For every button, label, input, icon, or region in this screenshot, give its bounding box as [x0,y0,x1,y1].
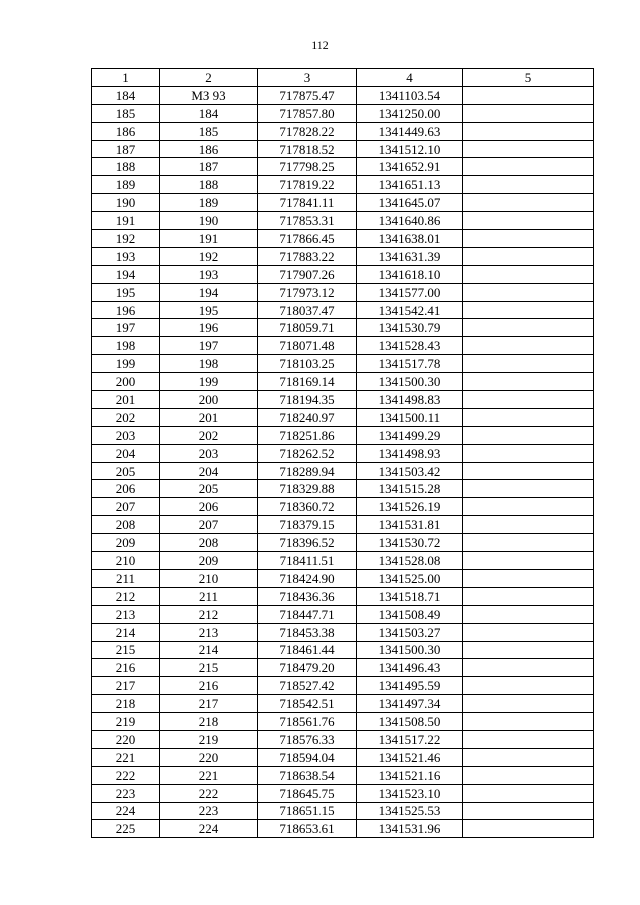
x-coordinate-cell: 718071.48 [258,337,357,355]
y-coordinate-cell: 1341503.27 [357,623,463,641]
table-row [92,319,594,337]
table-row [92,444,594,462]
notes-cell [463,104,594,122]
y-coordinate-cell: 1341496.43 [357,659,463,677]
table-row [92,122,594,140]
table-row [92,247,594,265]
notes-cell [463,802,594,820]
prev-point-cell: 213 [160,623,258,641]
y-coordinate-cell: 1341640.86 [357,212,463,230]
y-coordinate-cell: 1341542.41 [357,301,463,319]
table-row [92,677,594,695]
notes-cell [463,480,594,498]
y-coordinate-cell: 1341512.10 [357,140,463,158]
point-number-cell: 193 [92,247,160,265]
x-coordinate-cell: 717828.22 [258,122,357,140]
table-row [92,104,594,122]
prev-point-cell: 201 [160,408,258,426]
x-coordinate-cell: 718527.42 [258,677,357,695]
prev-point-cell: 211 [160,587,258,605]
point-number-cell: 215 [92,641,160,659]
prev-point-cell: 216 [160,677,258,695]
table-row [92,641,594,659]
notes-cell [463,713,594,731]
y-coordinate-cell: 1341498.93 [357,444,463,462]
notes-cell [463,677,594,695]
prev-point-cell: 204 [160,462,258,480]
x-coordinate-cell: 717973.12 [258,283,357,301]
prev-point-cell: 218 [160,713,258,731]
table-row [92,391,594,409]
notes-cell [463,516,594,534]
y-coordinate-cell: 1341500.30 [357,641,463,659]
point-number-cell: 223 [92,784,160,802]
point-number-cell: 216 [92,659,160,677]
point-number-cell: 189 [92,176,160,194]
header-cell-col5: 5 [463,69,594,87]
notes-cell [463,265,594,283]
x-coordinate-cell: 717818.52 [258,140,357,158]
y-coordinate-cell: 1341521.16 [357,766,463,784]
header-cell-col2: 2 [160,69,258,87]
notes-cell [463,176,594,194]
notes-cell [463,444,594,462]
table-row [92,355,594,373]
y-coordinate-cell: 1341531.81 [357,516,463,534]
prev-point-cell: 223 [160,802,258,820]
y-coordinate-cell: 1341518.71 [357,587,463,605]
x-coordinate-cell: 718169.14 [258,373,357,391]
prev-point-cell: 220 [160,748,258,766]
prev-point-cell: 217 [160,695,258,713]
point-number-cell: 214 [92,623,160,641]
table-row [92,176,594,194]
notes-cell [463,355,594,373]
table-body [92,86,594,837]
y-coordinate-cell: 1341250.00 [357,104,463,122]
y-coordinate-cell: 1341500.30 [357,373,463,391]
point-number-cell: 197 [92,319,160,337]
point-number-cell: 208 [92,516,160,534]
y-coordinate-cell: 1341531.96 [357,820,463,838]
point-number-cell: 211 [92,569,160,587]
y-coordinate-cell: 1341517.78 [357,355,463,373]
table-row [92,426,594,444]
table-row [92,498,594,516]
notes-cell [463,552,594,570]
point-number-cell: 213 [92,605,160,623]
table-row [92,552,594,570]
point-number-cell: 198 [92,337,160,355]
y-coordinate-cell: 1341508.49 [357,605,463,623]
table-row [92,748,594,766]
table-row [92,730,594,748]
x-coordinate-cell: 717866.45 [258,230,357,248]
y-coordinate-cell: 1341500.11 [357,408,463,426]
prev-point-cell: 222 [160,784,258,802]
notes-cell [463,784,594,802]
y-coordinate-cell: 1341495.59 [357,677,463,695]
prev-point-cell: 210 [160,569,258,587]
table-row [92,373,594,391]
point-number-cell: 192 [92,230,160,248]
prev-point-cell: 200 [160,391,258,409]
point-number-cell: 205 [92,462,160,480]
y-coordinate-cell: 1341530.79 [357,319,463,337]
point-number-cell: 204 [92,444,160,462]
notes-cell [463,534,594,552]
point-number-cell: 222 [92,766,160,784]
x-coordinate-cell: 718424.90 [258,569,357,587]
prev-point-cell: 187 [160,158,258,176]
prev-point-cell: 184 [160,104,258,122]
x-coordinate-cell: 718289.94 [258,462,357,480]
y-coordinate-cell: 1341449.63 [357,122,463,140]
notes-cell [463,498,594,516]
notes-cell [463,230,594,248]
point-number-cell: 210 [92,552,160,570]
table-row [92,659,594,677]
x-coordinate-cell: 718638.54 [258,766,357,784]
x-coordinate-cell: 718329.88 [258,480,357,498]
table-row [92,605,594,623]
prev-point-cell: 206 [160,498,258,516]
x-coordinate-cell: 718594.04 [258,748,357,766]
x-coordinate-cell: 718576.33 [258,730,357,748]
notes-cell [463,659,594,677]
prev-point-cell: 205 [160,480,258,498]
prev-point-cell: 196 [160,319,258,337]
table-row [92,784,594,802]
point-number-cell: 188 [92,158,160,176]
notes-cell [463,408,594,426]
y-coordinate-cell: 1341497.34 [357,695,463,713]
prev-point-cell: 198 [160,355,258,373]
y-coordinate-cell: 1341103.54 [357,86,463,104]
notes-cell [463,587,594,605]
y-coordinate-cell: 1341508.50 [357,713,463,731]
header-cell-col3: 3 [258,69,357,87]
y-coordinate-cell: 1341528.43 [357,337,463,355]
notes-cell [463,391,594,409]
prev-point-cell: 190 [160,212,258,230]
x-coordinate-cell: 717883.22 [258,247,357,265]
x-coordinate-cell: 718447.71 [258,605,357,623]
x-coordinate-cell: 717819.22 [258,176,357,194]
y-coordinate-cell: 1341618.10 [357,265,463,283]
point-number-cell: 190 [92,194,160,212]
prev-point-cell: 209 [160,552,258,570]
x-coordinate-cell: 718396.52 [258,534,357,552]
table-row [92,140,594,158]
notes-cell [463,140,594,158]
x-coordinate-cell: 718059.71 [258,319,357,337]
y-coordinate-cell: 1341515.28 [357,480,463,498]
table-row [92,802,594,820]
notes-cell [463,426,594,444]
prev-point-cell: 203 [160,444,258,462]
point-number-cell: 196 [92,301,160,319]
point-number-cell: 225 [92,820,160,838]
notes-cell [463,605,594,623]
prev-point-cell: 193 [160,265,258,283]
notes-cell [463,283,594,301]
y-coordinate-cell: 1341651.13 [357,176,463,194]
prev-point-cell: 195 [160,301,258,319]
point-number-cell: 224 [92,802,160,820]
point-number-cell: 187 [92,140,160,158]
x-coordinate-cell: 717853.31 [258,212,357,230]
x-coordinate-cell: 718251.86 [258,426,357,444]
x-coordinate-cell: 718262.52 [258,444,357,462]
x-coordinate-cell: 718379.15 [258,516,357,534]
x-coordinate-cell: 717798.25 [258,158,357,176]
header-cell-col1: 1 [92,69,160,87]
x-coordinate-cell: 718436.36 [258,587,357,605]
y-coordinate-cell: 1341645.07 [357,194,463,212]
table-row [92,534,594,552]
point-number-cell: 217 [92,677,160,695]
point-number-cell: 195 [92,283,160,301]
prev-point-cell: 188 [160,176,258,194]
y-coordinate-cell: 1341652.91 [357,158,463,176]
x-coordinate-cell: 718411.51 [258,552,357,570]
notes-cell [463,569,594,587]
coordinates-table [91,68,594,838]
table-row [92,301,594,319]
x-coordinate-cell: 717857.80 [258,104,357,122]
table-row [92,158,594,176]
prev-point-cell: 221 [160,766,258,784]
table-row [92,569,594,587]
point-number-cell: 207 [92,498,160,516]
point-number-cell: 186 [92,122,160,140]
x-coordinate-cell: 718194.35 [258,391,357,409]
prev-point-cell: 208 [160,534,258,552]
notes-cell [463,730,594,748]
table-row [92,265,594,283]
notes-cell [463,373,594,391]
y-coordinate-cell: 1341638.01 [357,230,463,248]
prev-point-cell: 186 [160,140,258,158]
y-coordinate-cell: 1341631.39 [357,247,463,265]
x-coordinate-cell: 718542.51 [258,695,357,713]
prev-point-cell: 215 [160,659,258,677]
point-number-cell: 199 [92,355,160,373]
prev-point-cell: 224 [160,820,258,838]
x-coordinate-cell: 718645.75 [258,784,357,802]
prev-point-cell: 194 [160,283,258,301]
point-number-cell: 221 [92,748,160,766]
point-number-cell: 218 [92,695,160,713]
notes-cell [463,212,594,230]
point-number-cell: 212 [92,587,160,605]
point-number-cell: 184 [92,86,160,104]
prev-point-cell: 219 [160,730,258,748]
table-row [92,462,594,480]
point-number-cell: 194 [92,265,160,283]
x-coordinate-cell: 718240.97 [258,408,357,426]
table-row [92,480,594,498]
y-coordinate-cell: 1341521.46 [357,748,463,766]
prev-point-cell: 199 [160,373,258,391]
point-number-cell: 203 [92,426,160,444]
table-row [92,713,594,731]
y-coordinate-cell: 1341525.00 [357,569,463,587]
prev-point-cell: 185 [160,122,258,140]
table-row [92,212,594,230]
x-coordinate-cell: 718561.76 [258,713,357,731]
point-number-cell: 206 [92,480,160,498]
x-coordinate-cell: 718103.25 [258,355,357,373]
point-number-cell: 202 [92,408,160,426]
table-row [92,766,594,784]
table-row [92,194,594,212]
notes-cell [463,748,594,766]
notes-cell [463,86,594,104]
notes-cell [463,820,594,838]
x-coordinate-cell: 718461.44 [258,641,357,659]
y-coordinate-cell: 1341528.08 [357,552,463,570]
notes-cell [463,337,594,355]
prev-point-cell: 192 [160,247,258,265]
point-number-cell: 219 [92,713,160,731]
notes-cell [463,319,594,337]
notes-cell [463,766,594,784]
y-coordinate-cell: 1341526.19 [357,498,463,516]
y-coordinate-cell: 1341503.42 [357,462,463,480]
table-row [92,408,594,426]
point-number-cell: 185 [92,104,160,122]
table-row [92,86,594,104]
point-number-cell: 191 [92,212,160,230]
x-coordinate-cell: 718453.38 [258,623,357,641]
notes-cell [463,641,594,659]
x-coordinate-cell: 717841.11 [258,194,357,212]
notes-cell [463,194,594,212]
y-coordinate-cell: 1341499.29 [357,426,463,444]
x-coordinate-cell: 718651.15 [258,802,357,820]
point-number-cell: 220 [92,730,160,748]
prev-point-cell: 207 [160,516,258,534]
table-row [92,337,594,355]
table-row [92,820,594,838]
prev-point-cell: 214 [160,641,258,659]
x-coordinate-cell: 718037.47 [258,301,357,319]
header-cell-col4: 4 [357,69,463,87]
table-row [92,587,594,605]
notes-cell [463,158,594,176]
header-row [92,69,594,87]
table-row [92,230,594,248]
table-row [92,283,594,301]
prev-point-cell: 202 [160,426,258,444]
point-number-cell: 201 [92,391,160,409]
prev-point-cell: МЗ 93 [160,86,258,104]
notes-cell [463,695,594,713]
y-coordinate-cell: 1341523.10 [357,784,463,802]
prev-point-cell: 197 [160,337,258,355]
notes-cell [463,462,594,480]
notes-cell [463,247,594,265]
y-coordinate-cell: 1341577.00 [357,283,463,301]
point-number-cell: 200 [92,373,160,391]
notes-cell [463,301,594,319]
point-number-cell: 209 [92,534,160,552]
y-coordinate-cell: 1341525.53 [357,802,463,820]
y-coordinate-cell: 1341517.22 [357,730,463,748]
x-coordinate-cell: 718360.72 [258,498,357,516]
page-number: 112 [311,38,329,52]
x-coordinate-cell: 717875.47 [258,86,357,104]
prev-point-cell: 191 [160,230,258,248]
table-row [92,623,594,641]
x-coordinate-cell: 717907.26 [258,265,357,283]
x-coordinate-cell: 718479.20 [258,659,357,677]
y-coordinate-cell: 1341530.72 [357,534,463,552]
x-coordinate-cell: 718653.61 [258,820,357,838]
table-row [92,695,594,713]
notes-cell [463,122,594,140]
table-row [92,516,594,534]
notes-cell [463,623,594,641]
prev-point-cell: 189 [160,194,258,212]
y-coordinate-cell: 1341498.83 [357,391,463,409]
prev-point-cell: 212 [160,605,258,623]
table-header [92,69,594,87]
